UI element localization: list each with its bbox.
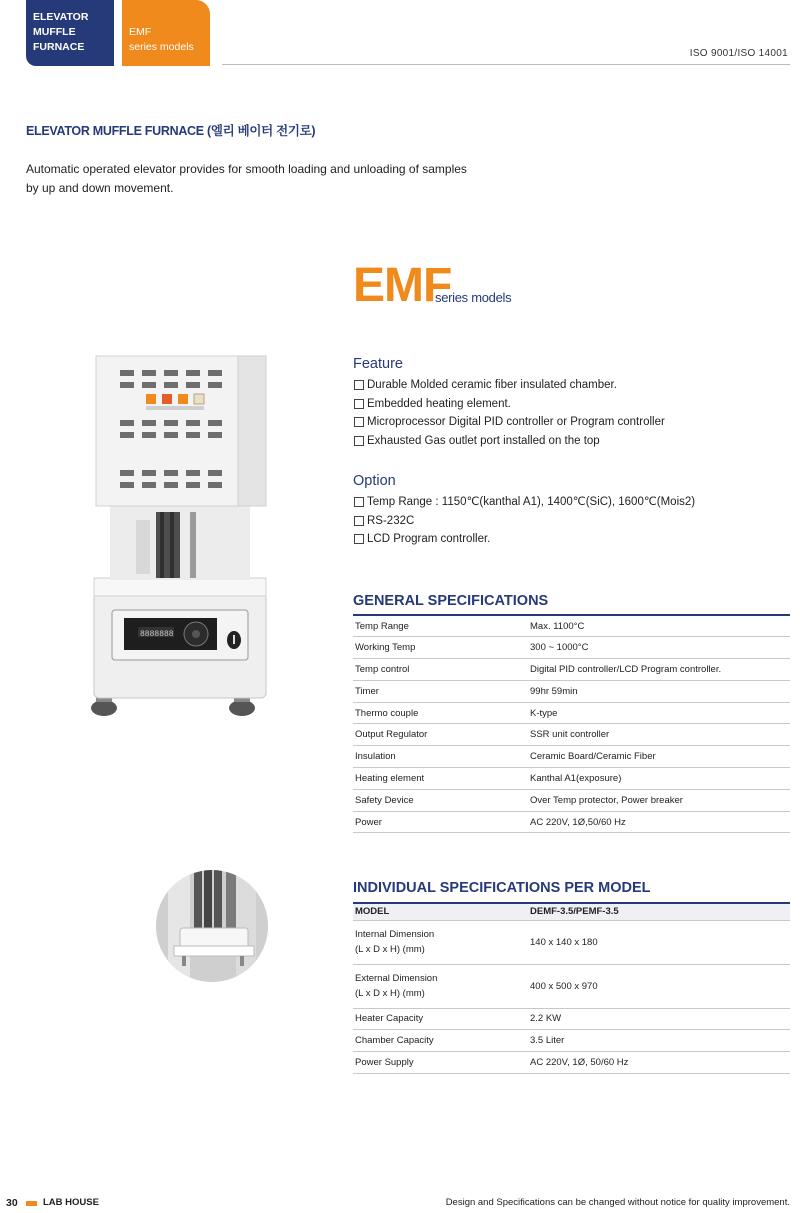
individual-specs-table [353,902,790,1074]
intro-line: by up and down movement. [26,181,174,195]
feature-text: Exhausted Gas outlet port installed on the top [367,434,600,447]
tab-line: MUFFLE [33,26,76,38]
table-row [353,1030,790,1052]
controller-display: 8888888 [140,630,174,639]
spec-label: Heater Capacity [353,1008,528,1030]
table-row [353,615,790,637]
spec-value: Max. 1100°C [528,615,790,637]
spec-value: Digital PID controller/LCD Program controller. [528,659,790,681]
feature-heading: Feature [353,356,403,372]
checkbox-icon [354,399,364,409]
general-specs-table [353,614,790,833]
page-number: 30 [6,1197,18,1209]
option-text: RS-232C [367,514,415,527]
table-row [353,724,790,746]
spec-label-line: (L x D x H) (mm) [355,944,425,955]
table-row [353,1052,790,1074]
spec-label-line: External Dimension [355,973,438,984]
spec-value: 2.2 KW [528,1008,790,1030]
model-subtitle: series models [435,290,512,305]
list-item [354,530,695,549]
footer-disclaimer: Design and Specifications can be changed without notice for quality improvement. [445,1197,790,1208]
spec-label: Temp Range [353,615,528,637]
spec-label: Chamber Capacity [353,1030,528,1052]
list-item [354,512,695,531]
table-header-row [353,903,790,920]
furnace-product-image [90,352,270,722]
brand-mark [26,1201,37,1206]
spec-label: Output Regulator [353,724,528,746]
spec-value: 400 x 500 x 970 [528,964,790,1008]
checkbox-icon [354,516,364,526]
individual-specs-heading: INDIVIDUAL SPECIFICATIONS PER MODEL [353,880,651,896]
checkbox-icon [354,534,364,544]
spec-label: Insulation [353,746,528,768]
table-row [353,746,790,768]
spec-label-line: (L x D x H) (mm) [355,988,425,999]
spec-label-line: Internal Dimension [355,929,435,940]
spec-value: 140 x 140 x 180 [528,920,790,964]
option-heading: Option [353,473,396,489]
spec-label [353,964,528,1008]
feature-text: Embedded heating element. [367,397,511,410]
model-name: EMF [353,259,452,312]
tab-line: ELEVATOR [33,11,89,23]
table-row [353,702,790,724]
checkbox-icon [354,417,364,427]
option-text: LCD Program controller. [367,533,491,546]
category-tab-elevator-muffle-furnace [26,0,114,66]
checkbox-icon [354,497,364,507]
feature-list [354,376,665,450]
table-row [353,964,790,1008]
spec-label: Heating element [353,768,528,790]
page-title: ELEVATOR MUFFLE FURNACE (엘리 베이터 전기로) [26,124,316,138]
option-list [354,493,695,549]
list-item [354,432,665,451]
elevator-hearth-detail-image [156,870,268,982]
table-row [353,811,790,833]
intro-line: Automatic operated elevator provides for smooth loading and unloading of samples [26,162,467,176]
tab-line: FURNACE [33,41,85,53]
spec-value: 3.5 Liter [528,1030,790,1052]
tab-line: series models [129,41,194,53]
spec-label: Working Temp [353,637,528,659]
list-item [354,376,665,395]
feature-text: Microprocessor Digital PID controller or Program controller [367,416,665,429]
brand-name: LAB HOUSE [43,1197,99,1208]
list-item [354,493,695,512]
spec-label: Power Supply [353,1052,528,1074]
checkbox-icon [354,436,364,446]
table-row [353,637,790,659]
spec-value: AC 220V, 1Ø, 50/60 Hz [528,1052,790,1074]
table-row [353,768,790,790]
spec-label: Thermo couple [353,702,528,724]
table-row [353,789,790,811]
header-divider [222,64,790,65]
spec-value: Ceramic Board/Ceramic Fiber [528,746,790,768]
table-row [353,1008,790,1030]
spec-value: AC 220V, 1Ø,50/60 Hz [528,811,790,833]
table-row [353,920,790,964]
tab-line: EMF [129,26,152,38]
series-tab-emf [122,0,210,66]
iso-certification: ISO 9001/ISO 14001 [689,48,788,59]
spec-label: Power [353,811,528,833]
spec-value: SSR unit controller [528,724,790,746]
list-item [354,413,665,432]
column-header: DEMF-3.5/PEMF-3.5 [528,903,790,920]
spec-label [353,920,528,964]
table-row [353,680,790,702]
spec-value: Kanthal A1(exposure) [528,768,790,790]
table-row [353,659,790,681]
spec-label: Safety Device [353,789,528,811]
feature-text: Durable Molded ceramic fiber insulated chamber. [367,379,617,391]
spec-value: 99hr 59min [528,680,790,702]
general-specs-heading: GENERAL SPECIFICATIONS [353,593,549,609]
option-text: Temp Range : 1150℃(kanthal A1), 1400℃(SiC), 1600℃(Mois2) [367,496,696,508]
intro-paragraph [26,160,546,198]
column-header: MODEL [353,903,528,920]
spec-label: Temp control [353,659,528,681]
spec-value: K-type [528,702,790,724]
spec-label: Timer [353,680,528,702]
checkbox-icon [354,380,364,390]
spec-value: Over Temp protector, Power breaker [528,789,790,811]
list-item [354,395,665,414]
spec-value: 300 ~ 1000°C [528,637,790,659]
